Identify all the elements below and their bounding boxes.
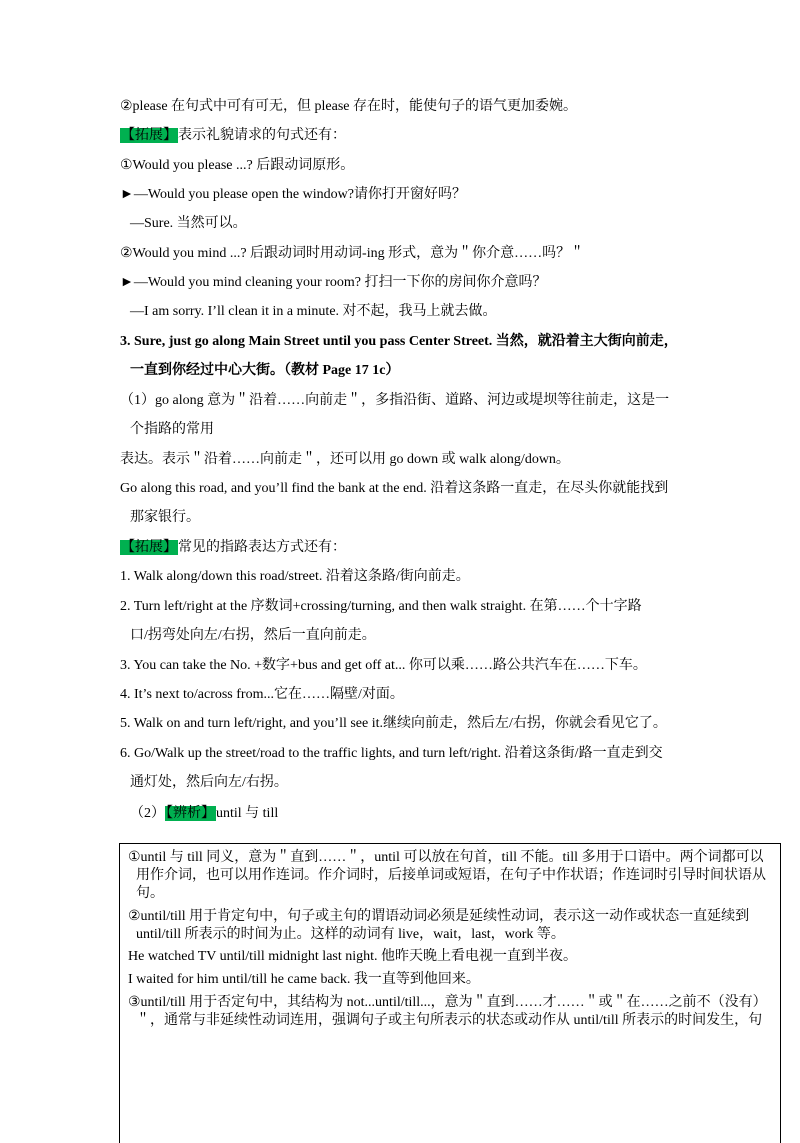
list-item: 2. Turn left/right at the 序数词+crossing/turning, and then walk straight. 在第……个十字路 [120, 599, 642, 614]
example-line: —I am sorry. I’ll clean it in a minute. 对不起，我马上就去做。 [130, 304, 497, 319]
text-line: 【拓展】表示礼貌请求的句式还有： [121, 128, 346, 143]
text-line: ①Would you please ...? 后跟动词原形。 [120, 158, 355, 173]
analysis-tag: 【辨析】 [166, 806, 215, 821]
section-heading: 一直到你经过中心大街。（教材 Page 17 1c） [130, 363, 400, 378]
section-heading: 3. Sure, just go along Main Street until you pass Center Street. 当然，就沿着主大街向前走， [120, 334, 678, 349]
list-item: 4. It’s next to/across from...它在……隔壁/对面。 [120, 687, 404, 702]
expand-tag: 【拓展】 [121, 540, 177, 555]
box-line: ＂，通常与非延续性动词连用，强调句子或主句所表示的状态或动作从 until/till 所表示的时间发生，句 [136, 1013, 763, 1028]
list-item: 口/拐弯处向左/右拐，然后一直向前走。 [130, 628, 376, 643]
list-item: 6. Go/Walk up the street/road to the traffic lights, and turn left/right. 沿着这条街/路一直走到交 [120, 746, 663, 761]
text-line: ②please 在句式中可有可无，但 please 存在时，能使句子的语气更加委婉。 [120, 99, 578, 114]
text-line: 表达。表示＂沿着……向前走＂，还可以用 go down 或 walk along/down。 [120, 452, 570, 467]
text-line: 个指路的常用 [130, 422, 214, 437]
text-line: ②Would you mind ...? 后跟动词时用动词-ing 形式，意为＂你介意……吗？＂ [120, 246, 585, 261]
text-line: （1）go along 意为＂沿着……向前走＂，多指沿街、道路、河边或堤坝等往前走，这是一 [120, 393, 670, 408]
example-line: 那家银行。 [130, 510, 200, 525]
box-line: ②until/till 用于肯定句中，句子或主句的谓语动词必须是延续性动词，表示这一动作或状态一直延续到 [128, 909, 750, 924]
box-line: ③until/till 用于否定句中，其结构为 not...until/till...，意为＂直到……才……＂或＂在……之前不（没有） [128, 995, 767, 1010]
box-line: 用作介词，也可以用作连词。作介词时，后接单词或短语，在句子中作状语；作连词时引导时间状语从 [136, 868, 766, 883]
analysis-box [119, 843, 781, 1143]
box-line: I waited for him until/till he came back. 我一直等到他回来。 [128, 972, 480, 987]
example-line: —Sure. 当然可以。 [130, 216, 247, 231]
box-line: until/till 所表示的时间为止。这样的动词有 live，wait，last，work 等。 [136, 927, 565, 942]
example-line: ►—Would you please open the window?请你打开窗好吗？ [120, 187, 466, 202]
example-line: ►—Would you mind cleaning your room? 打扫一下你的房间你介意吗？ [120, 275, 547, 290]
text-line: （2）【辨析】until 与 till [130, 806, 279, 821]
list-item: 1. Walk along/down this road/street. 沿着这条路/街向前走。 [120, 569, 470, 584]
box-line: 句。 [136, 886, 164, 901]
list-item: 3. You can take the No. +数字+bus and get off at... 你可以乘……路公共汽车在……下车。 [120, 658, 647, 673]
expand-tag: 【拓展】 [121, 128, 177, 143]
example-line: Go along this road, and you’ll find the bank at the end. 沿着这条路一直走，在尽头你就能找到 [120, 481, 669, 496]
list-item: 5. Walk on and turn left/right, and you’ll see it.继续向前走，然后左/右拐，你就会看见它了。 [120, 716, 667, 731]
box-line: He watched TV until/till midnight last night. 他昨天晚上看电视一直到半夜。 [128, 949, 578, 964]
text-line: 【拓展】常见的指路表达方式还有： [121, 540, 346, 555]
list-item: 通灯处，然后向左/右拐。 [130, 775, 288, 790]
box-line: ①until 与 till 同义，意为＂直到……＂，until 可以放在句首，till 不能。till 多用于口语中。两个词都可以 [128, 850, 764, 865]
